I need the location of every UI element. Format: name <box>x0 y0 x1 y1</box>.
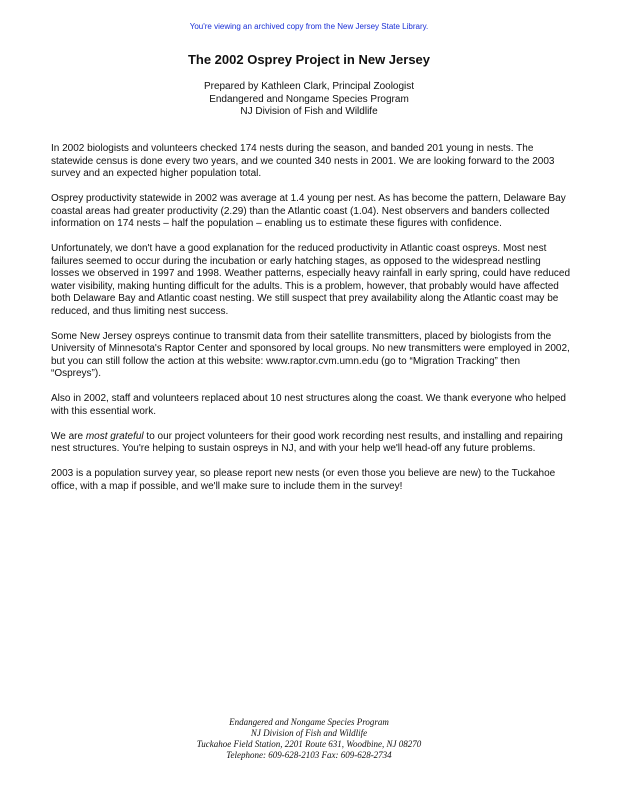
footer-address: Tuckahoe Field Station, 2201 Route 631, Woodbine, NJ 08270 <box>196 739 422 749</box>
thanks-emphasis: most grateful <box>85 430 144 442</box>
page-title: The 2002 Osprey Project in New Jersey <box>187 52 431 67</box>
paragraph-survey-request: 2003 is a population survey year, so please report new nests (or even those you believe are new) to the Tuckahoe office, with a map if possible, and we'll make sure to include them in the survey! <box>51 468 556 492</box>
paragraph-nest-structures: Also in 2002, staff and volunteers replaced about 10 nest structures along the coast. We thank everyone who helped with this essential work. <box>51 393 566 417</box>
footer-program: Endangered and Nongame Species Program <box>229 717 389 727</box>
paragraph-census: In 2002 biologists and volunteers checked 174 nests during the season, and banded 201 young in nests. The statewide census is done every two years, and we counted 340 nests in 2001. We are looking forward to the 2003 survey and an expected higher population total. <box>51 143 555 179</box>
paragraph-productivity: Osprey productivity statewide in 2002 was average at 1.4 young per nest. As has become the pattern, Delaware Bay coastal areas had greater productivity (2.29) than the Atlantic coast (1.04). Nest observers and banders collected information on 174 nests – half the population – enabling us to estimate these figures with confidence. <box>51 193 566 229</box>
paragraph-thanks <box>51 431 571 456</box>
footer-division: NJ Division of Fish and Wildlife <box>250 728 368 738</box>
thanks-lead: We are <box>51 430 86 442</box>
division-line: NJ Division of Fish and Wildlife <box>240 106 378 117</box>
paragraph-explanation: Unfortunately, we don't have a good explanation for the reduced productivity in Atlantic coast ospreys. Most nest failures seemed to occur during the incubation or early hatching stages, as opposed to the widespread nestling losses we observed in 1997 and 1998. Weather patterns, especially heavy rainfall in early spring, could have reduced water visibility, making hunting difficult for the adults. This is a problem, however, that probably would have affected both Delaware Bay and Atlantic coast nesting. We still suspect that prey availability along the Atlantic coast may be reduced, and thus limiting nest success. <box>51 243 571 317</box>
author-block <box>0 81 618 119</box>
article-body <box>51 143 571 506</box>
page-footer <box>0 717 618 761</box>
paragraph-satellite: Some New Jersey ospreys continue to transmit data from their satellite transmitters, placed by biologists from the University of Minnesota's Raptor Center and sponsored by local groups. No new transmitters were employed in 2002, but you can still follow the action at this website: www.raptor.cvm.umn.edu (go to “Migration Tracking” then “Ospreys”). <box>51 330 570 379</box>
thanks-rest: to our project volunteers for their good work recording nest results, and installing and repairing nest structures. You're helping to sustain ospreys in NJ, and with your help we'll head-off any future problems. <box>51 430 563 454</box>
author-line: Prepared by Kathleen Clark, Principal Zoologist <box>203 81 415 92</box>
archive-banner: You're viewing an archived copy from the New Jersey State Library. <box>189 22 429 31</box>
footer-phone: Telephone: 609-628-2103 Fax: 609-628-2734 <box>226 750 392 760</box>
program-line: Endangered and Nongame Species Program <box>209 93 409 105</box>
